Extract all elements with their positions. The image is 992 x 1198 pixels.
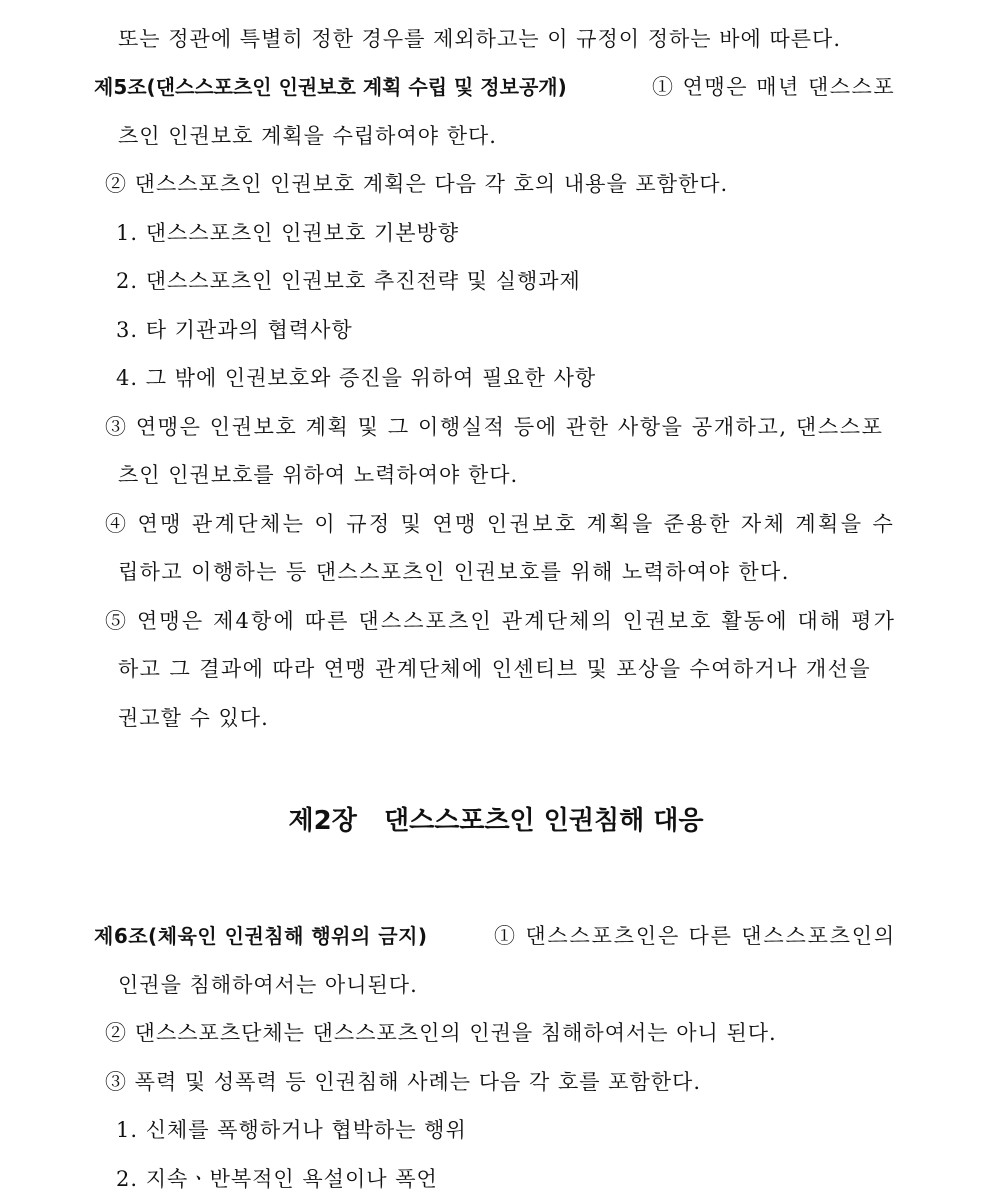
article-6-clause-1-text: ① 댄스스포츠인은 다른 댄스스포츠인의 — [494, 924, 896, 948]
article-5-title: 제5조(댄스스포츠인 인권보호 계획 수립 및 정보공개) — [94, 75, 567, 99]
article-6-clause-3: ③ 폭력 및 성폭력 등 인권침해 사례는 다음 각 호를 포함한다. — [105, 1070, 702, 1094]
article-5-clause-5: ⑤ 연맹은 제4항에 따른 댄스스포츠인 관계단체의 인권보호 활동에 대해 평가 — [105, 609, 896, 633]
article-6-clause-1-continued: 인권을 침해하여서는 아니된다. — [118, 973, 418, 997]
paragraph-text: 또는 정관에 특별히 정한 경우를 제외하고는 이 규정이 정하는 바에 따른다. — [118, 27, 842, 51]
article-5-clause-3: ③ 연맹은 인권보호 계획 및 그 이행실적 등에 관한 사항을 공개하고, 댄스스포 — [105, 415, 884, 439]
article-5-clause-4-continued: 립하고 이행하는 등 댄스스포츠인 인권보호를 위해 노력하여야 한다. — [118, 560, 790, 584]
article-6-item-2: 2. 지속ㆍ반복적인 욕설이나 폭언 — [116, 1167, 438, 1191]
article-5-clause-3-continued: 츠인 인권보호를 위하여 노력하여야 한다. — [118, 463, 519, 487]
article-6-title: 제6조(체육인 인권침해 행위의 금지) — [94, 924, 428, 948]
chapter-2-heading: 제2장 댄스스포츠인 인권침해 대응 — [288, 806, 704, 836]
article-5-clause-5-end: 권고할 수 있다. — [118, 706, 269, 730]
article-5-clause-4: ④ 연맹 관계단체는 이 규정 및 연맹 인권보호 계획을 준용한 자체 계획을 수 — [105, 512, 896, 536]
article-5-item-4: 4. 그 밖에 인권보호와 증진을 위하여 필요한 사항 — [116, 366, 597, 390]
article-5-item-2: 2. 댄스스포츠인 인권보호 추진전략 및 실행과제 — [116, 269, 581, 293]
article-5-item-3: 3. 타 기관과의 협력사항 — [116, 318, 353, 342]
article-5-clause-5-continued: 하고 그 결과에 따라 연맹 관계단체에 인센티브 및 포상을 수여하거나 개선을 — [118, 657, 872, 681]
article-5-clause-1-continued: 츠인 인권보호 계획을 수립하여야 한다. — [118, 124, 497, 148]
article-5-clause-2: ② 댄스스포츠인 인권보호 계획은 다음 각 호의 내용을 포함한다. — [105, 172, 729, 196]
article-5-item-1: 1. 댄스스포츠인 인권보호 기본방향 — [116, 221, 460, 245]
article-6-item-1: 1. 신체를 폭행하거나 협박하는 행위 — [116, 1118, 467, 1142]
article-6-clause-2: ② 댄스스포츠단체는 댄스스포츠인의 인권을 침해하여서는 아니 된다. — [105, 1021, 777, 1045]
article-5-clause-1-text: ① 연맹은 매년 댄스스포 — [652, 75, 896, 99]
